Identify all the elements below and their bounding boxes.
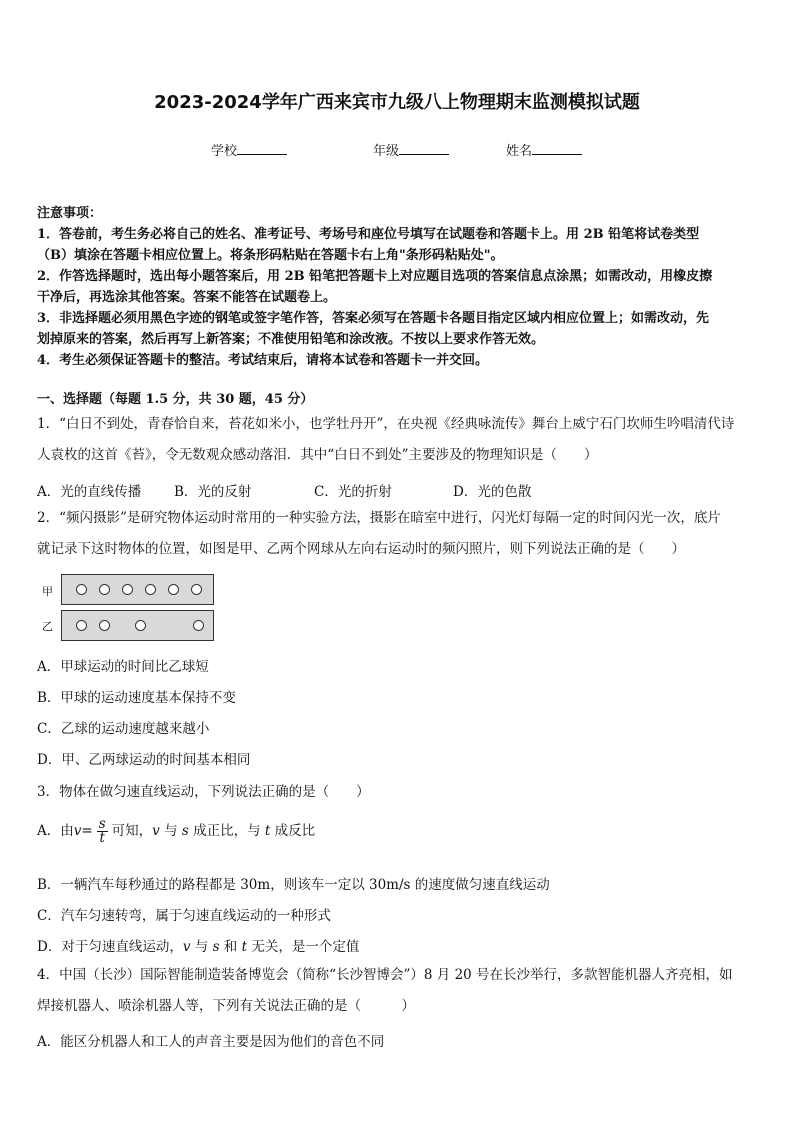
option-d-text: D．对于匀速直线运动， <box>37 939 183 955</box>
var-v: v <box>152 823 160 839</box>
option-a[interactable]: A．甲球运动的时间比乙球短 <box>37 659 209 675</box>
question-2-line: 就记录下这时物体的位置，如图是甲、乙两个网球从左向右运动时的频闪照片，则下列说法正确的是（ ） <box>37 541 685 557</box>
option-a-text: 成反比 <box>274 823 316 839</box>
ball-marker <box>76 620 87 631</box>
grade-blank[interactable] <box>399 142 449 155</box>
question-4 <box>37 960 759 1022</box>
ball-marker <box>99 620 110 631</box>
formula-equals: = <box>81 823 93 839</box>
option-a[interactable]: A．能区分机器人和工人的声音主要是因为他们的音色不同 <box>37 1034 385 1050</box>
option-a-text: 与 <box>164 823 178 839</box>
ball-strip-b <box>61 610 214 641</box>
var-t: t <box>264 823 271 839</box>
grade-label: 年级 <box>373 144 400 159</box>
ball-marker <box>168 584 179 595</box>
option-a-text: 成正比，与 <box>193 823 261 839</box>
formula-fraction <box>97 818 108 845</box>
var-v: v <box>182 939 191 955</box>
notes-line: （B）填涂在答题卡相应位置上。将条形码粘贴在答题卡右上角"条形码粘贴处"。 <box>37 248 504 263</box>
option-d[interactable]: D．甲、乙两球运动的时间基本相同 <box>37 752 251 768</box>
option-c[interactable]: C．汽车匀速转弯，属于匀速直线运动的一种形式 <box>37 908 331 924</box>
option-a-text: 可知， <box>111 823 153 839</box>
notes-line: 1．答卷前，考生务必将自己的姓名、准考证号、考场号和座位号填写在试题卷和答题卡上。用 2B 铅笔将试卷类型 <box>37 227 700 242</box>
name-label: 姓名 <box>506 144 533 159</box>
option-d[interactable]: D．光的色散 <box>453 484 532 500</box>
option-a[interactable]: A．光的直线传播 <box>37 484 142 500</box>
option-b[interactable]: B．光的反射 <box>174 484 252 500</box>
option-d[interactable] <box>37 935 359 955</box>
notes-block <box>37 203 759 371</box>
name-blank[interactable] <box>532 142 582 155</box>
var-t: t <box>241 939 248 955</box>
notes-heading: 注意事项： <box>37 206 103 221</box>
name-field <box>506 140 582 159</box>
option-a-prefix: A．由 <box>37 823 74 839</box>
page-title: 2023-2024学年广西来宾市九级八上物理期末监测模拟试题 <box>154 92 640 113</box>
option-a[interactable] <box>37 818 315 845</box>
notes-line: 3．非选择题必须用黑色字迹的钢笔或签字笔作答，答案必须写在答题卡各题目指定区域内相应位置上；如需改动，先 <box>37 311 710 326</box>
option-d-text: 与 <box>194 939 209 955</box>
option-d-text: 无关，是一个定值 <box>251 939 360 955</box>
notes-line: 4．考生必须保证答题卡的整洁。考试结束后，请将本试卷和答题卡一并交回。 <box>37 353 489 368</box>
question-1-line: 1．“白日不到处，青春恰自来，苔花如米小，也学牡丹开”，在央视《经典咏流传》舞台上威宁石门坎师生吟唱清代诗 <box>37 416 735 432</box>
notes-line: 干净后，再选涂其他答案。答案不能答在试题卷上。 <box>37 290 337 305</box>
grade-field <box>373 140 449 159</box>
question-1 <box>37 409 759 471</box>
var-s: s <box>212 939 220 955</box>
ball-marker <box>122 584 133 595</box>
school-blank[interactable] <box>237 142 287 155</box>
ball-marker <box>193 620 204 631</box>
option-b[interactable]: B．甲球的运动速度基本保持不变 <box>37 690 236 706</box>
ball-strip-a <box>61 574 214 605</box>
var-s: s <box>181 823 189 839</box>
formula-var-v: v <box>73 823 82 839</box>
question-2-line: 2．“频闪摄影”是研究物体运动时常用的一种实验方法，摄影在暗室中进行，闪光灯每隔一定的时间闪光一次，底片 <box>37 510 721 526</box>
option-b[interactable]: B．一辆汽车每秒通过的路程都是 30m，则该车一定以 30m/s 的速度做匀速直线运动 <box>37 877 550 893</box>
option-d-text: 和 <box>223 939 238 955</box>
fraction-denominator: t <box>99 830 105 846</box>
school-field <box>211 140 287 159</box>
school-label: 学校 <box>211 144 238 159</box>
ball-marker <box>76 584 87 595</box>
ball-marker <box>135 620 146 631</box>
notes-line: 划掉原来的答案，然后再写上新答案；不准使用铅笔和涂改液。不按以上要求作答无效。 <box>37 332 545 347</box>
question-2 <box>37 503 759 565</box>
option-c[interactable]: C．光的折射 <box>314 484 392 500</box>
option-c[interactable]: C．乙球的运动速度越来越小 <box>37 721 210 737</box>
question-1-line: 人袁枚的这首《苔》，令无数观众感动落泪．其中“白日不到处”主要涉及的物理知识是（ ） <box>37 447 598 463</box>
question-4-line: 焊接机器人、喷涂机器人等，下列有关说法正确的是（ ） <box>37 998 415 1014</box>
ball-marker <box>99 584 110 595</box>
fraction-numerator: s <box>98 816 106 832</box>
ball-marker <box>191 584 202 595</box>
ball-marker <box>145 584 156 595</box>
question-3-stem: 3．物体在做匀速直线运动，下列说法正确的是（ ） <box>37 784 370 800</box>
strip-label-b: 乙 <box>42 620 53 633</box>
section-heading: 一、选择题（每题 1.5 分，共 30 题，45 分） <box>37 392 314 407</box>
strip-label-a: 甲 <box>42 585 53 598</box>
notes-line: 2．作答选择题时，选出每小题答案后，用 2B 铅笔把答题卡上对应题目选项的答案信息点涂黑；如需改动，用橡皮擦 <box>37 269 713 284</box>
question-4-line: 4．中国（长沙）国际智能制造装备博览会（简称“长沙智博会”）8 月 20 号在长沙举行，多款智能机器人齐亮相，如 <box>37 967 733 983</box>
